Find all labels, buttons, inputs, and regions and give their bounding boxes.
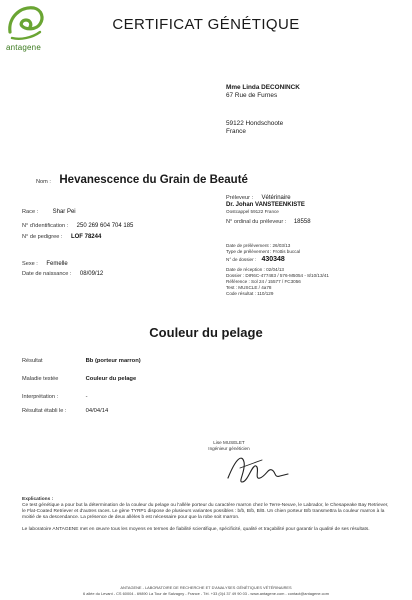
method-label: Maladie testée xyxy=(22,376,59,382)
method-row xyxy=(22,376,136,382)
vet-place: Oostcappel 59122 France xyxy=(226,209,279,214)
result-date-label: Résultat établi le : xyxy=(22,408,67,414)
animal-name-row xyxy=(36,170,248,188)
vet-order-label: N° ordinal du préleveur : xyxy=(226,219,287,225)
result-date-value: 04/04/14 xyxy=(85,408,109,414)
sample-details-1: Dossier : DIR6C-477483 / 576-M5054 - 8/10/13/41 xyxy=(226,273,329,278)
signatory-name: Lise MUSELET xyxy=(213,440,245,445)
dossier-label: N° de dossier : xyxy=(226,257,257,262)
sex-value: Femelle xyxy=(46,261,68,267)
recipient-country: France xyxy=(226,128,246,135)
method-value: Couleur du pelage xyxy=(85,376,137,382)
sample-block xyxy=(226,243,329,297)
recipient-street: 67 Rue de Furnes xyxy=(226,92,278,99)
breed-label: Race : xyxy=(22,209,39,215)
footnote xyxy=(22,497,392,533)
pedigree-label: N° de pedigree : xyxy=(22,234,63,240)
vet-name: Dr. Johan VANSTEENKISTE xyxy=(226,202,305,208)
interpretation-label: Interprétation : xyxy=(22,394,59,400)
recipient-address xyxy=(226,84,300,136)
signatory-block xyxy=(0,440,412,452)
footer-line-1: ANTAGENE - LABORATOIRE DE RECHERCHE ET D'ANALYSES GÉNÉTIQUES VÉTÉRINAIRES xyxy=(120,585,292,590)
footer-line-2: 6 allée du Levant - CS 60004 - 69890 La Tour de Salvagny - France - Tél. +33 (0)4 37 49 90 03 - www.antagene.com - contact@antagene.com xyxy=(83,591,329,596)
reception-date: Date de réception : 02/04/13 xyxy=(226,267,284,272)
breed-value: Shar Pei xyxy=(52,209,76,215)
signatory-role: Ingénieur généticien xyxy=(208,446,250,451)
footnote-text-1: Ce test génétique a pour but la détermination de la couleur du pelage ou l'allèle porteur du caractère marron chez le Terre-Neuve, le Labrador, le Chesapeake Bay Retriever, le Flat-Coated Retriever et d'autres races. Le gène TYRP1 dispose de plusieurs variantes possibles : b/b, B/b, B/B. Un chien porteur B/b transmettra la couleur marron à la moitié de sa descendance. La présence de deux allèles b est nécessaire pour que la robe soit marron. xyxy=(22,503,389,521)
section-title: Couleur du pelage xyxy=(149,325,263,340)
footnote-text-2: Le laboratoire ANTAGENE met en œuvre tous les moyens en termes de fiabilité scientifique, spécificité, qualité et traçabilité pour garantir la qualité de ses résultats. xyxy=(22,527,370,533)
interpretation-row xyxy=(22,394,88,400)
animal-name: Hevanescence du Grain de Beauté xyxy=(59,174,248,186)
animal-name-label: Nom : xyxy=(36,179,51,185)
id-value: 250 269 604 704 185 xyxy=(76,223,134,229)
dob-label: Date de naissance : xyxy=(22,271,72,277)
id-label: N° d'identification : xyxy=(22,223,69,229)
vet-order: 18558 xyxy=(293,219,311,225)
sample-details-2: Référence : Sol 24 / 15577 / FC3056 xyxy=(226,279,301,284)
recipient-name: Mme Linda DECONINCK xyxy=(226,84,300,91)
sex-label: Sexe : xyxy=(22,261,38,267)
interpretation-value: - xyxy=(85,394,88,400)
animal-pedigree-row xyxy=(22,225,101,243)
result-code: Code résultat : 110/129 xyxy=(226,291,274,296)
sample-date-label: Date de prélèvement : xyxy=(226,243,272,248)
signature-icon xyxy=(222,448,292,490)
result-date-row xyxy=(22,408,108,414)
pedigree-value: LOF 78244 xyxy=(70,234,102,240)
footnote-title: Explications : xyxy=(22,497,54,502)
recipient-city: 59122 Hondschoote xyxy=(226,120,284,127)
vet-label: Préleveur : xyxy=(226,195,254,201)
sample-date: 26/03/13 xyxy=(272,243,291,248)
sample-details-3: Test : MUSCLE / 4a78 xyxy=(226,285,272,290)
logo-wordmark: antagene xyxy=(6,43,41,52)
result-value: Bb (porteur marron) xyxy=(85,358,141,364)
vet-block xyxy=(226,191,311,226)
animal-dob-row xyxy=(22,262,103,280)
vet-role: Vétérinaire xyxy=(261,195,291,201)
dossier-number: 430348 xyxy=(261,256,285,263)
sample-type: Frottis buccal xyxy=(272,249,301,254)
result-label: Résultat xyxy=(22,358,43,364)
dob-value: 08/09/12 xyxy=(79,271,104,277)
sample-type-label: Type de prélèvement : xyxy=(226,249,272,254)
result-row xyxy=(22,358,141,364)
document-title: CERTIFICAT GÉNÉTIQUE xyxy=(112,16,300,33)
